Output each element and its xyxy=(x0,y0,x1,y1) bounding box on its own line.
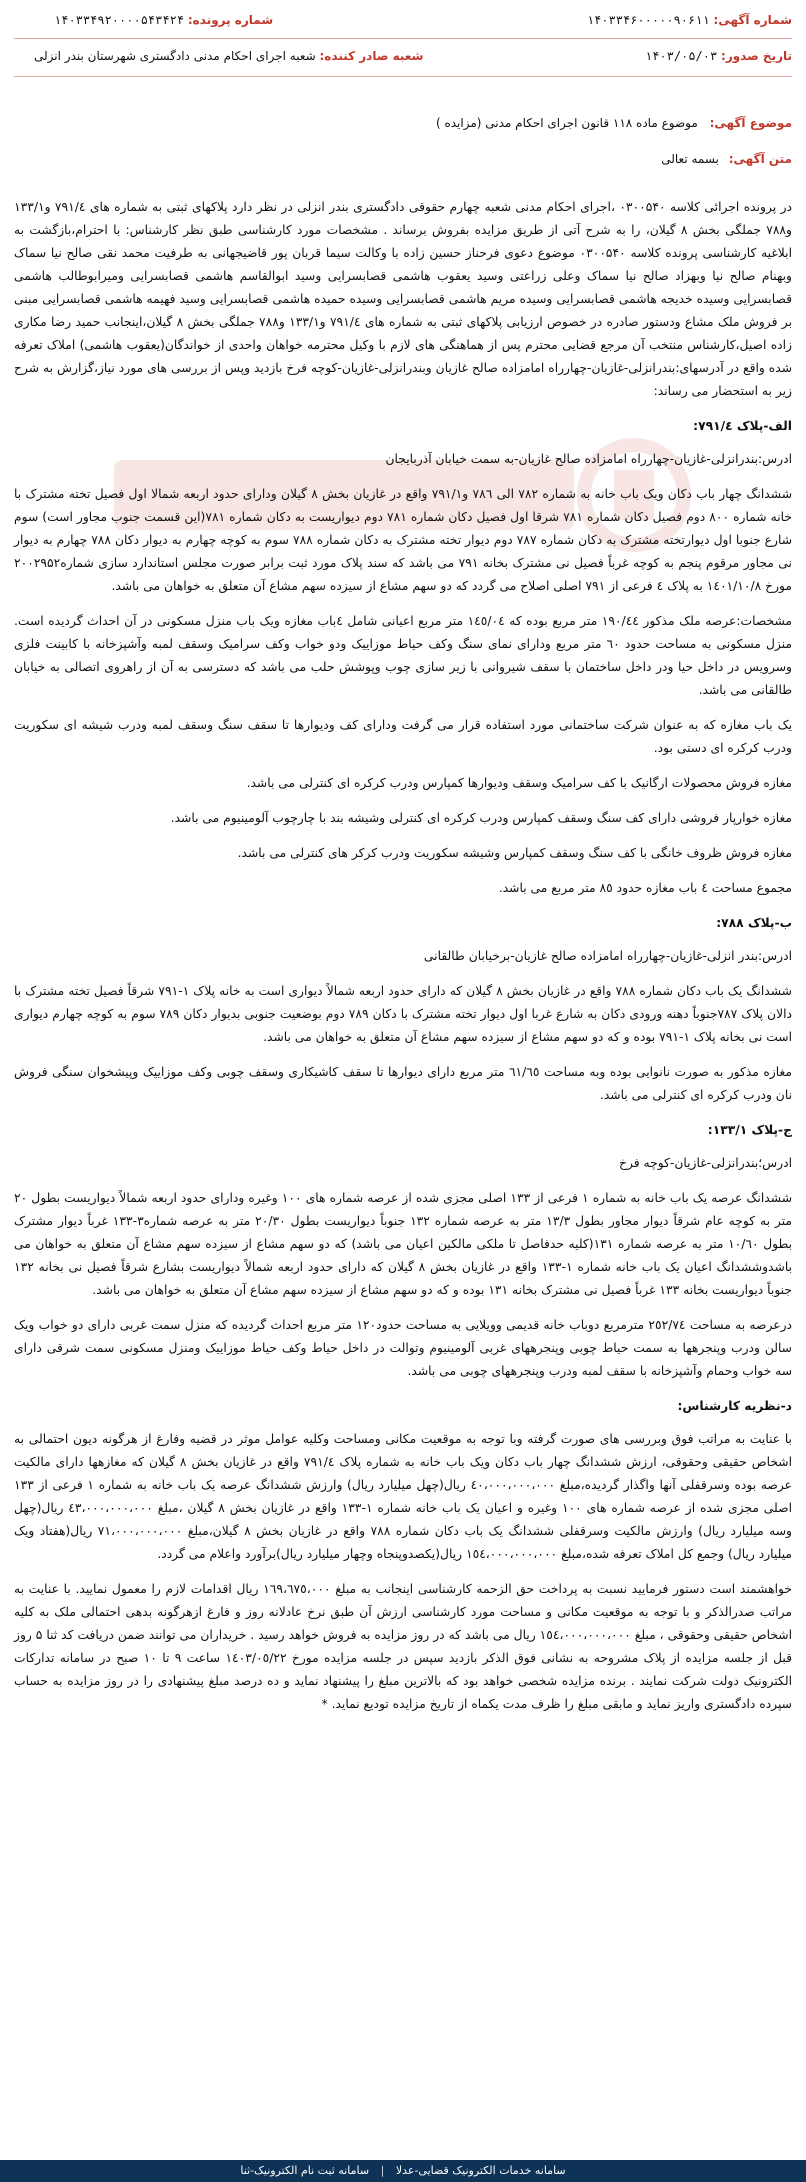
basmala: بسمه تعالی xyxy=(661,152,719,166)
issue-date-field xyxy=(645,44,792,68)
section-a-title: الف-پلاک ۷۹۱/٤: xyxy=(693,419,792,433)
divider xyxy=(14,76,792,77)
subject-label: موضوع آگهی: xyxy=(709,116,792,130)
case-number: ۱۴۰۳۳۴۹۲۰۰۰۰۵۴۳۴۲۴ xyxy=(54,13,185,27)
footer-link-adliran[interactable]: سامانه خدمات الکترونیک قضایی-عدلا xyxy=(395,2164,566,2177)
issue-date: ۱۴۰۳/۰۵/۰۳ xyxy=(644,49,718,63)
issuer: شعبه اجرای احکام مدنی دادگستری شهرستان بندر انزلی xyxy=(34,49,316,63)
case-number-field xyxy=(54,8,273,32)
section-a-specs: مشخصات:عرصه ملک مذکور ۱۹۰/٤٤ متر مربع بوده که ۱٤٥/۰٤ متر مربع اعیانی شامل ٤باب مغازه ویک باب منزل مسکونی در آن احداث گردیده است. منزل مسکونی به مساحت حدود ٦۰ متر مربع ودارای نمای سنگ وکف حیاط موزاییک ودو خواب وکف سرامیک وسقف لمبه وآشپزخانه با کابینت فلزی وسرویس در داخل حیا ودر داخل ساختمان با سقف شیروانی با زیر سازی چوب وپوشش حلب می باشد که دسترسی به آن از راهروی اتصالی به خیابان طالقانی می باشد. xyxy=(14,614,792,697)
case-number-label: شماره پرونده: xyxy=(187,13,274,27)
shop-4-description: مغازه فروش ظروف خانگی با کف سنگ وسقف کمپارس وشیشه سکوریت ودرب کرکر های کنترلی می باشد. xyxy=(237,846,792,860)
section-b-title: ب-پلاک ۷۸۸: xyxy=(716,916,792,930)
shop-1-description: یک باب مغازه که به عنوان شرکت ساختمانی مورد استفاده قرار می گرفت ودارای کف ودیوارها تا سقف سنگ وسقف لمبه ودرب شیشه ای سکوریت ودرب کرکره ای دستی بود. xyxy=(14,718,792,755)
subject: موضوع ماده ۱۱۸ قانون اجرای احکام مدنی (مزایده ) xyxy=(435,116,698,130)
shops-total-area: مجموع مساحت ٤ باب مغازه حدود ۸٥ متر مربع می باشد. xyxy=(498,881,792,895)
divider xyxy=(14,38,792,39)
ad-number: ۱۴۰۳۳۴۶۰۰۰۰۰۹۰۶۱۱ xyxy=(586,13,710,27)
footer-bar xyxy=(0,2160,806,2182)
section-b-specs: مغازه مذکور به صورت نانوایی بوده وبه مساحت ٦۱/٦٥ متر مربع دارای دیوارها تا سقف کاشیکاری وسقف چوبی وکف موزاییک وپیشخوان سنگی فروش نان ودرب کرکره ای کنترلی می باشد. xyxy=(14,1065,792,1102)
footer-link-sana[interactable]: سامانه ثبت نام الکترونیک-ثنا xyxy=(240,2164,370,2177)
subject-row xyxy=(14,112,792,134)
notice-body xyxy=(14,196,792,1728)
section-c-address: ادرس؛بندرانزلی-غازیان-کوچه فرخ xyxy=(619,1156,792,1170)
footer-separator: | xyxy=(380,2164,385,2177)
issue-date-label: تاریخ صدور: xyxy=(721,49,792,63)
auction-terms: خواهشمند است دستور فرمایید نسبت به پرداخت حق الزحمه کارشناسی اینجانب به مبلغ ۱٦۹،٦۷٥،۰۰۰ ریال اقدامات لازم را معمول نمایید. با عنایت به مراتب صدرالذکر و با توجه به موقعیت مکانی و مساحت مورد کارشناسی ارزش آن طبق نرخ عادلانه روز و فارغ ازهرگونه بدهی احتمالی ملک به کلیه اشخاص حقیقی وحقوقی ، مبلغ ۱٥٤،۰۰۰،۰۰۰،۰۰۰ ریال می باشد که در روز مزایده به فروش خواهد رسید . خریداران می توانند ضمن دریافت کد ثنا ۵ روز قبل از جلسه مزایده از پلاک مشروحه به نشانی فوق الذکر بازدید سپس در جلسه مزایده مورخ ۱٤۰۳/۰٥/۲۲ ساعت ۹ تا ۱۰ صبح در سامانه تدارکات الکترونیک دولت شرکت نمایند . برنده مزایده شخصی خواهد بود که بالاترین مبلغ را پیشنهاد نماید و ده درصد مبلغ پیشنهادی را در روز مزایده به حساب سپرده دادگستری واریز نماید و مابقی مبلغ را ظرف مدت یکماه از تاریخ مزایده تودیع نماید. * xyxy=(14,1582,792,1711)
section-a-description: ششدانگ چهار باب دکان ویک باب خانه به شماره ۷۸۲ الی ۷۸٦ و۷۹۱/۱ واقع در غازیان بخش ۸ گیلان ودارای حدود اربعه شمالا اول فصیل تخته مشترک با خانه شماره ۸۰۰ دوم فصیل دکان شماره ۷۸۱ شرقا اول فصیل دکان شماره ۷۸۱ دوم دیواریست به دکان شماره ۷۸۱(این قسمت جنوب مجاور است) سوم شارع جنوبا اول دیوارتخته مشترک به دکان شماره ۷۸۷ دوم دیوار تخته مشترک به دکان شماره ۷۸۸ سوم به کوچه چهارم به دیوار دکان ۷۸۸ چهارم به دیوار نی مجاور مرقوم پنجم به کوچه غرباً فصیل نی مشترک بخانه ۷۹۱ می باشد که سند پلاک مورد ثبت برابر صورت مجلس استاندارد سازی شماره۲۰۰۲۹۵۲ مورخ ۱٤۰۱/۱۰/۸ به پلاک ٤ فرعی از ۷۹۱ اصلی اصلاح می گردد که دو سهم مشاع از سیزده سهم مشاع آن متعلق به خواهان می باشد. xyxy=(14,487,793,593)
ad-number-field xyxy=(587,8,792,32)
issuer-field xyxy=(34,44,423,68)
shop-3-description: مغازه خوارپار فروشی دارای کف سنگ وسقف کمپارس ودرب کرکره ای کنترلی وشیشه بند با چارچوب آلومینیوم می باشد. xyxy=(170,811,792,825)
section-c-specs: درعرصه به مساحت ۲٥۲/۷٤ مترمربع دوباب خانه قدیمی وویلایی به مساحت حدود۱۲۰ متر مربع احداث گردیده که منزل سمت غربی دارای دو خواب ویک سالن ودرب وپنجرهها به سمت حیاط چوبی وپنجرههای غربی آلومینیوم وتوالت در داخل حیاط وکف حیاط موزاییک ومنزل مسکونی سمت شرقی دارای سه خواب وحمام وآشپزخانه با سقف لمبه ودرب وپنجرههای چوبی می باشد. xyxy=(14,1318,793,1378)
header-row-2 xyxy=(14,44,792,68)
section-b-address: ادرس:بندر انزلی-غازیان-چهارراه امامزاده صالح غازیان-برخیابان طالقانی xyxy=(423,949,792,963)
intro-paragraph: در پرونده اجرائی کلاسه ۰۳۰۰۵۴۰ ،اجرای احکام مدنی شعبه چهارم حقوقی دادگستری بندر انزلی در نظر دارد پلاکهای ثبتی به شماره های ۷۹۱/٤ و۱۳۳/۱ و۷۸۸ جملگی بخش ۸ گیلان، را به شرح آتی از طریق مزایده بفروش برساند . مشخصات مورد کارشناسی طبق نظر کارشناس: با احترام،بازگشت به ابلاغیه کارشناسی پرونده کلاسه ۰۳۰۰۵۴۰ موضوع دعوی فرحناز حسین زاده با وکالت سیما قربان پور قاضیجهانی به طرفیت محمد نقی صالح نیا سماک وبهنام صالح نیا وبهزاد صالح نیا سماک وعلی زراعتی وسید یعقوب هاشمی قصابسرایی وسید ابوالقاسم هاشمی قصابسرایی ومیرابوطالب هاشمی قصابسرایی وسیده خدیجه هاشمی قصابسرایی وسیده مریم هاشمی قصابسرایی وسیده حمیده هاشمی قصابسرایی وسید فهیمه هاشمی قصابسرایی مبنی بر فروش ملک مشاع ودستور صادره در خصوص ارزیابی پلاکهای ثبتی به شماره های ۷۹۱/٤ و۱۳۳/۱ و۷۸۸ جملگی بخش ۸ گیلان،اینجانب حمید رضا مکاری زاده اصیل،کارشناس منتخب آن مرجع قضایی محترم پس از هماهنگی های لازم با وکیل محترمه خواهان واحدی از خواندگان(یعقوب هاشمی) املاک تعرفه شده واقع در آدرسهای:بندرانزلی-غازیان-چهارراه امامزاده صالح غازیان وبندرانزلی-غازیان-کوچه فرخ بازدید وپس از بررسی های مورد نیاز،گزارش به شرح زیر به استحضار می رساند: xyxy=(14,200,792,398)
ad-number-label: شماره آگهی: xyxy=(713,13,792,27)
section-b-description: ششدانگ یک باب دکان شماره ۷۸۸ واقع در غازیان بخش ۸ گیلان که دارای حدود اربعه شمالاً دیواری است به خانه پلاک ۱-۷۹۱ شرقاً فصیل تخته مشترک با دالان پلاک ۷۸۷جنوباً دهنه ورودی دکان به شارع غربا اول دیوار تخته مشترک با دکان ۷۸۹ دوم بوضعیت جنوبی بدیوار دکان ۷۸۹ سوم به کوچه چهارم دیواری است نی بخانه پلاک ۱-۷۹۱ بوده و که دو سهم مشاع از سیزده سهم مشاع آن متعلق به خواهان می باشد. xyxy=(14,984,792,1044)
text-row xyxy=(14,148,792,170)
notice-page xyxy=(14,0,792,2130)
shop-2-description: مغازه فروش محصولات ارگانیک با کف سرامیک وسقف ودیوارها کمپارس ودرب کرکره ای کنترلی می باشد. xyxy=(246,776,792,790)
expert-opinion: با عنایت به مراتب فوق وبررسی های صورت گرفته وبا توجه به موقعیت مکانی ومساحت وکلیه عوامل موثر در قضیه وفارغ از هرگونه دیون احتمالی به اشخاص حقیقی وحقوقی، ارزش ششدانگ چهار باب دکان ویک باب خانه به شماره پلاک ۷۹۱/٤ واقع در غازیان بخش ۸ گیلان که مغازهها دارای مالکیت عرصه بوده وسرقفلی آنها واگذار گردیده،مبلغ ٤۰،۰۰۰،۰۰۰،۰۰۰ ریال(چهل میلیارد ریال) وارزش ششدانگ عرصه یک باب خانه به شماره ۱ فرعی از ۱۳۳ اصلی مجزی شده از عرصه شماره های ۱۰۰ وغیره و اعیان یک باب خانه شماره ۱-۱۳۳ واقع در غازیان بخش ۸ گیلان ،مبلغ ٤۳،۰۰۰،۰۰۰،۰۰۰ ریال(چهل وسه میلیارد ریال) وارزش مالکیت وسرقفلی ششدانگ یک باب دکان شماره ۷۸۸ واقع در غازیان بخش ۸ گیلان،مبلغ ۷۱،۰۰۰،۰۰۰،۰۰۰ ریال(هفتاد ویک میلیارد ریال) وجمع کل املاک تعرفه شده،مبلغ ۱٥٤،۰۰۰،۰۰۰،۰۰۰ ریال(یکصدوپنجاه وچهار میلیارد ریال)برآورد واعلام می گردد. xyxy=(14,1432,792,1561)
text-label: متن آگهی: xyxy=(728,152,792,166)
issuer-label: شعبه صادر کننده: xyxy=(319,49,424,63)
section-a-address: ادرس:بندرانزلی-غازیان-چهارراه امامزاده صالح غازیان-به سمت خیابان آذربایجان xyxy=(385,452,792,466)
section-c-title: ج-پلاک ۱۳۳/۱: xyxy=(707,1123,792,1137)
section-d-title: د-نظریه کارشناس: xyxy=(677,1399,792,1413)
section-c-description: ششدانگ عرصه یک باب خانه به شماره ۱ فرعی از ۱۳۳ اصلی مجزی شده از عرصه شماره های ۱۰۰ وغیره ودارای حدود اربعه شمالاً دیواریست بطول ۲۰ متر به کوچه عام شرقاً دیوار مجاور بطول ۱۳/۳ متر به عرصه شماره ۱۳۲ جنوباً دیواریست بطول ۲۰/۳۰ متر به عرصه شماره۳-۱۳۳ غرباً دیوار مشترک بطول ۱۰/٦۰ متر به عرصه شماره ۱۳۱(کلیه حدفاصل تا ملکی مالکین اعیان می باشد) که دو سهم مشاع از سیزده سهم مشاع آن متعلق به خواهان می باشدوششدانگ اعیان یک باب خانه شماره ۱-۱۳۳ واقع در غازیان بخش ۸ گیلان که دارای حدود اربعه شمالاً دیواریست بشارع شرقاً فصیل نی بخانه ۱۳۲ جنوباً دیواریست بخانه ۱۳۳ غرباً فصیل نی مشترک بخانه ۱۳۱ بوده و که دو سهم مشاع از سیزده سهم مشاع آن متعلق به خواهان می باشد. xyxy=(14,1191,793,1297)
header-row-1 xyxy=(14,8,792,32)
